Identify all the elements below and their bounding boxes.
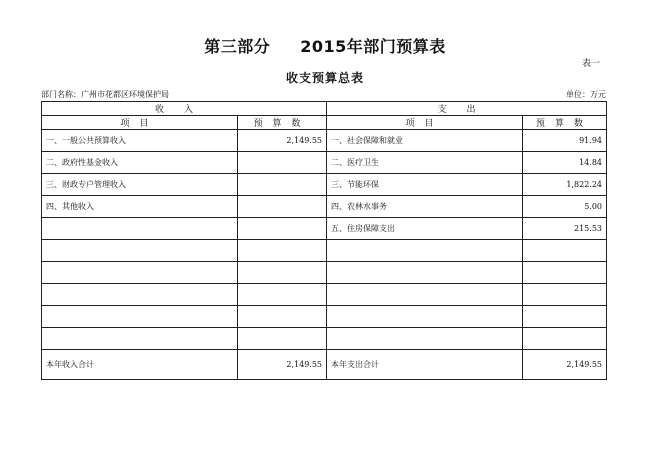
income-amount-cell: [238, 218, 327, 240]
expense-header: 支出: [327, 102, 607, 116]
expense-amount-cell: [523, 240, 607, 262]
expense-item-cell: [327, 240, 523, 262]
expense-item-cell: 四、农林水事务: [327, 196, 523, 218]
expense-item-header: 项目: [327, 116, 523, 130]
income-item-cell: 二、政府性基金收入: [42, 152, 238, 174]
income-amount-cell: [238, 262, 327, 284]
table-row: [42, 152, 607, 174]
income-amount-cell: [238, 240, 327, 262]
table-row: [42, 328, 607, 350]
income-total-label: 本年收入合计: [42, 350, 238, 380]
income-amount-cell: [238, 152, 327, 174]
main-title: 第三部分 2015年部门预算表: [204, 37, 446, 56]
income-amount-cell: [238, 284, 327, 306]
income-item-header: 项目: [42, 116, 238, 130]
expense-amount-cell: 1,822.24: [523, 174, 607, 196]
table-row: [42, 240, 607, 262]
income-total-amount: 2,149.55: [238, 350, 327, 380]
expense-amount-cell: [523, 262, 607, 284]
expense-item-cell: 三、节能环保: [327, 174, 523, 196]
income-item-cell: 四、其他收入: [42, 196, 238, 218]
income-amount-cell: 2,149.55: [238, 130, 327, 152]
expense-item-cell: [327, 328, 523, 350]
table-row: [42, 218, 607, 240]
income-item-cell: [42, 306, 238, 328]
expense-amount-cell: 91.94: [523, 130, 607, 152]
unit-label: 单位：万元: [566, 90, 606, 99]
expense-total-label: 本年支出合计: [327, 350, 523, 380]
income-item-cell: [42, 240, 238, 262]
table-row: [42, 130, 607, 152]
expense-item-cell: [327, 262, 523, 284]
expense-item-cell: [327, 306, 523, 328]
meta-row: [41, 89, 606, 100]
income-item-cell: [42, 284, 238, 306]
expense-item-cell: 二、医疗卫生: [327, 152, 523, 174]
income-item-cell: [42, 218, 238, 240]
budget-table: [41, 101, 607, 380]
expense-item-cell: [327, 284, 523, 306]
income-header: 收入: [42, 102, 327, 116]
expense-amount-cell: [523, 328, 607, 350]
income-item-cell: 一、一般公共预算收入: [42, 130, 238, 152]
income-budget-header: 预算数: [238, 116, 327, 130]
income-amount-cell: [238, 328, 327, 350]
table-number: 表一: [581, 59, 600, 69]
expense-amount-cell: [523, 306, 607, 328]
department-name: 部门名称：广州市花都区环境保护局: [41, 90, 169, 99]
column-header-row: [42, 116, 607, 130]
table-row: [42, 284, 607, 306]
expense-amount-cell: [523, 284, 607, 306]
section-header-row: [42, 102, 607, 116]
income-amount-cell: [238, 174, 327, 196]
expense-item-cell: 五、住房保障支出: [327, 218, 523, 240]
expense-amount-cell: 215.53: [523, 218, 607, 240]
income-item-cell: 三、财政专户管理收入: [42, 174, 238, 196]
income-amount-cell: [238, 306, 327, 328]
table-row: [42, 196, 607, 218]
income-item-cell: [42, 262, 238, 284]
expense-budget-header: 预算数: [523, 116, 607, 130]
expense-amount-cell: 5.00: [523, 196, 607, 218]
expense-item-cell: 一、社会保障和就业: [327, 130, 523, 152]
table-row: [42, 262, 607, 284]
expense-total-amount: 2,149.55: [523, 350, 607, 380]
income-amount-cell: [238, 196, 327, 218]
table-subtitle: 收支预算总表: [285, 71, 364, 85]
expense-amount-cell: 14.84: [523, 152, 607, 174]
table-row: [42, 174, 607, 196]
total-row: [42, 350, 607, 380]
income-item-cell: [42, 328, 238, 350]
table-row: [42, 306, 607, 328]
